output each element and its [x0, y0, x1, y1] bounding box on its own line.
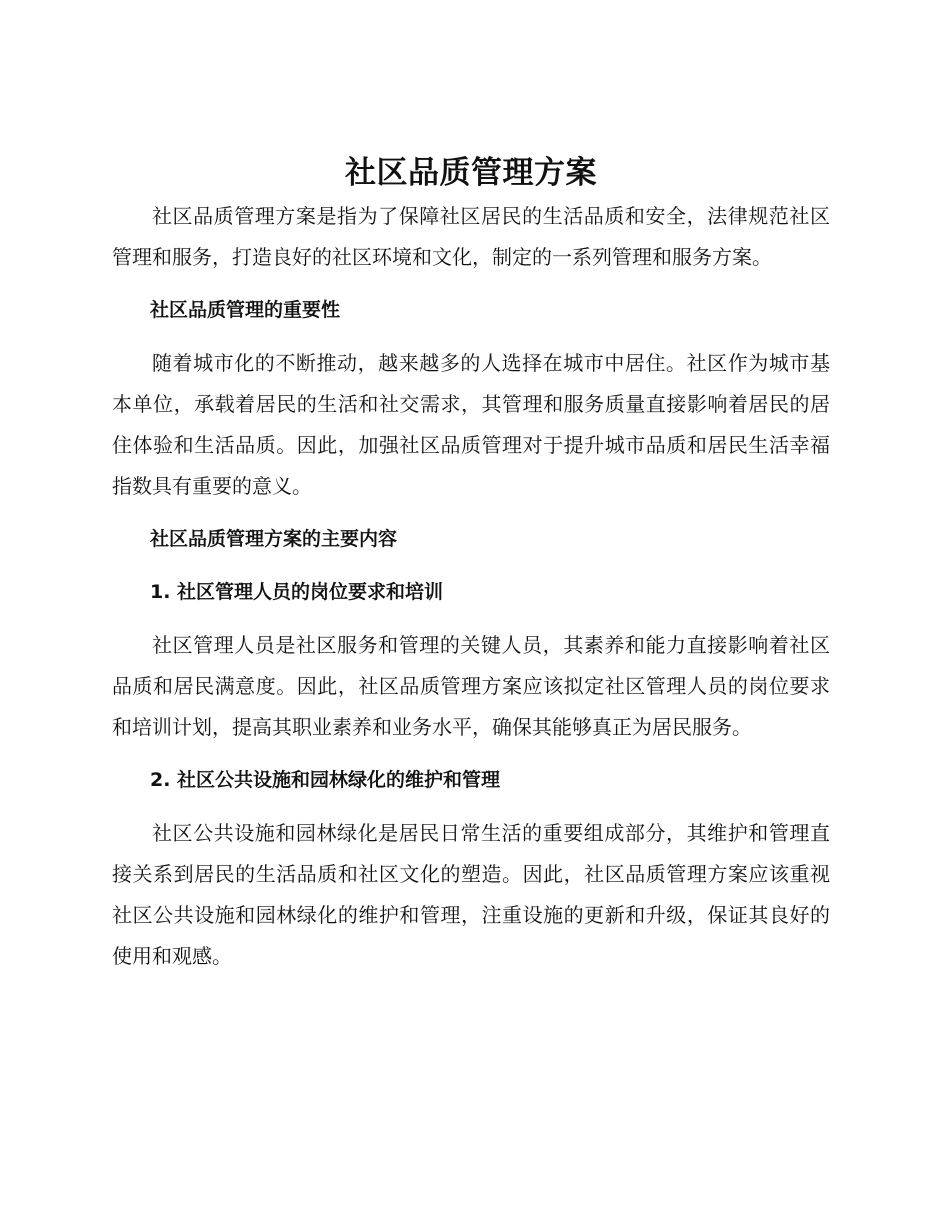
section-heading-staff-training: 1. 社区管理人员的岗位要求和培训: [150, 581, 444, 603]
section-gap: [112, 748, 830, 760]
section-body-staff-training: 社区管理人员是社区服务和管理的关键人员，其素养和能力直接影响着社区品质和居民满意度。因此，社区品质管理方案应该拟定社区管理人员的岗位要求和培训计划，提高其职业素养和业务水平，确保其能够真正为居民服务。: [112, 633, 830, 739]
section-gap: [112, 507, 830, 519]
section-body-importance: 随着城市化的不断推动，越来越多的人选择在城市中居住。社区作为城市基本单位，承载着居民的生活和社交需求，其管理和服务质量直接影响着居民的居住体验和生活品质。因此，加强社区品质管理对于提升城市品质和居民生活幸福指数具有重要的意义。: [112, 351, 830, 498]
section-gap: [112, 560, 830, 572]
document-content: [112, 150, 830, 977]
section-gap: [112, 613, 830, 625]
section-body-facilities: 社区公共设施和园林绿化是居民日常生活的重要组成部分，其维护和管理直接关系到居民的生活品质和社区文化的塑造。因此，社区品质管理方案应该重视社区公共设施和园林绿化的维护和管理，注重设施的更新和升级，保证其良好的使用和观感。: [112, 821, 830, 968]
section-gap: [112, 278, 830, 290]
section-heading-main-content: 社区品质管理方案的主要内容: [150, 528, 398, 550]
section-gap: [112, 331, 830, 343]
document-title: 社区品质管理方案: [345, 155, 597, 191]
section-gap: [112, 801, 830, 813]
section-heading-facilities: 2. 社区公共设施和园林绿化的维护和管理: [150, 769, 501, 791]
intro-paragraph: 社区品质管理方案是指为了保障社区居民的生活品质和安全，法律规范社区管理和服务，打造良好的社区环境和文化，制定的一系列管理和服务方案。: [112, 204, 830, 269]
section-heading-importance: 社区品质管理的重要性: [150, 299, 341, 321]
